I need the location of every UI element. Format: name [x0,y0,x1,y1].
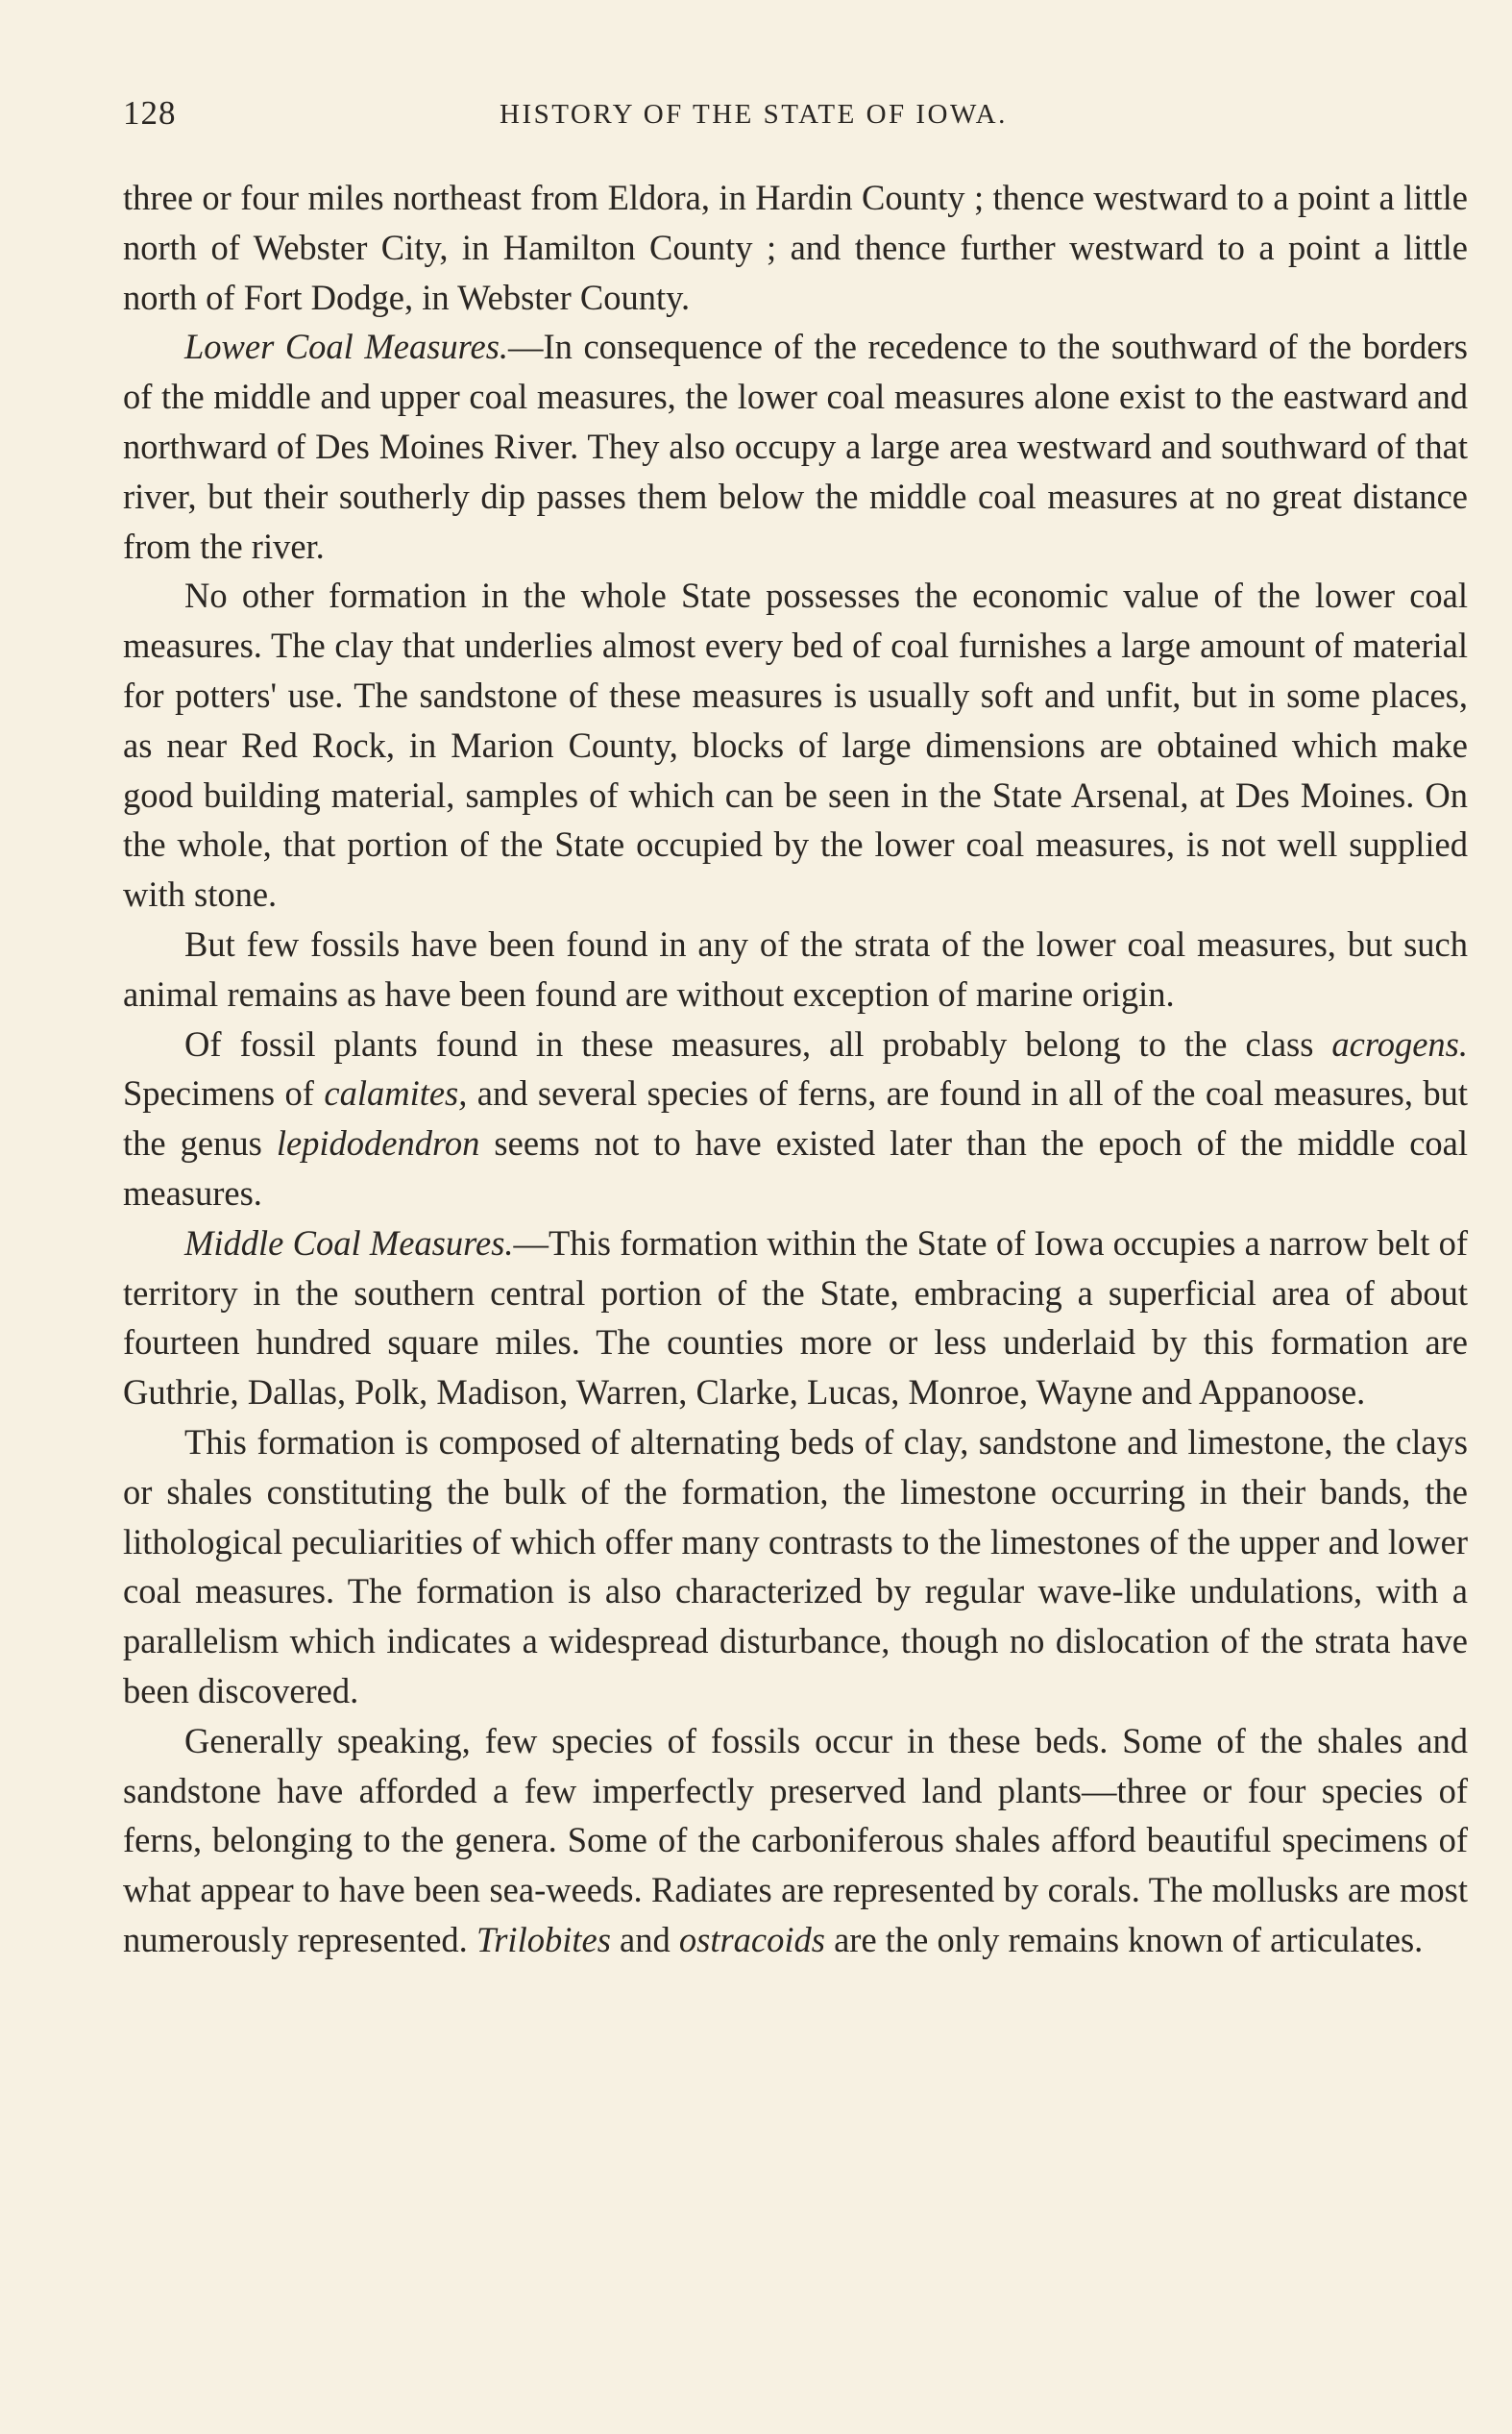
paragraph-middle-coal-measures [123,1218,1468,1417]
text-run: Of fossil plants found in these measures, all probably belong to the class [184,1023,1332,1064]
paragraph-lower-coal-measures [123,322,1468,571]
italic-term-calamites: calamites, [324,1073,468,1114]
paragraph-fossil-plants [123,1020,1468,1218]
text-run: Generally speaking, few species of fossils occur in these beds. Some of the shales and sandstone have afforded a few imperfectly preserved land plants—three or four species of ferns, belonging to the genera. Some of the carboniferous shales afford beautiful specimens of what appear to have been sea-weeds. Radiates are represented by corals. The mollusks are most numerously represented. [123,1720,1468,1959]
paragraph-text: —This formation within the State of Iowa occupies a narrow belt of territory in the southern central portion of the State, embracing a superficial area of about fourteen hundred square miles. The counties more or less underlaid by this formation are Guthrie, Dallas, Polk, Madison, Warren, Clarke, Lucas, Monroe, Wayne and Appanoose. [123,1222,1469,1413]
paragraph-text: No other formation in the whole State possesses the economic value of the lower coal measures. The clay that underlies almost every bed of coal furnishes a large amount of material for potters' use. The sandstone of these measures is usually soft and unfit, but in some places, as near Red Rock, in Marion County, blocks of large dimensions are obtained which make good building material, samples of which can be seen in the State Arsenal, at Des Moines. On the whole, that portion of the State occupied by the lower coal measures, is not well supplied with stone. [123,576,1468,915]
paragraph-text: three or four miles northeast from Eldora, in Hardin County ; thence westward to a point a little north of Webster City, in Hamilton County ; and thence further westward to a point a little north of Fort Dodge, in Webster County. [123,178,1468,317]
paragraph-fossil-species [123,1716,1468,1965]
text-run: and [610,1919,679,1959]
text-run: Specimens of [123,1073,325,1114]
section-heading-middle-coal-measures: Middle Coal Measures. [184,1222,514,1263]
running-head: HISTORY OF THE STATE OF IOWA. [500,99,1008,130]
text-run: seems not to have existed later than the epoch of the middle coal measures. [123,1123,1468,1213]
italic-term-trilobites: Trilobites [476,1919,611,1959]
page-number: 128 [123,94,177,132]
paragraph-fossils [123,920,1468,1020]
page-header [123,94,1468,142]
paragraph-text: —In consequence of the recedence to the southward of the borders of the middle and upper coal measures, the lower coal measures alone exist to the eastward and northward of Des Moines River. They also occupy a large area westward and southward of that river, but their southerly dip passes them below the middle coal measures at no great distance from the river. [123,327,1468,566]
paragraph-formation-composition [123,1417,1468,1716]
paragraph-text: But few fossils have been found in any of the strata of the lower coal measures, but such animal remains as have been found are without exception of marine origin. [123,923,1468,1014]
paragraph-text: This formation is composed of alternating beds of clay, sandstone and limestone, the clays or shales constituting the bulk of the formation, the limestone occurring in their bands, the lithological peculiarities of which offer many contrasts to the limestones of the upper and lower coal measures. The formation is also characterized by regular wave-like undulations, with a parallelism which indicates a widespread disturbance, though no dislocation of the strata have been discovered. [123,1421,1468,1710]
paragraph-economic-value [123,571,1468,920]
paragraph-continuation [123,173,1468,322]
italic-term-ostracoids: ostracoids [678,1919,825,1959]
body-text [123,173,1468,1965]
section-heading-lower-coal-measures: Lower Coal Measures. [184,327,509,367]
text-run: are the only remains known of articulates. [824,1919,1424,1959]
italic-term-acrogens: acrogens. [1331,1023,1468,1064]
italic-term-lepidodendron: lepidodendron [276,1123,480,1164]
text-run: and several species of ferns, are found in all of the coal measures, but the genus [123,1073,1469,1164]
